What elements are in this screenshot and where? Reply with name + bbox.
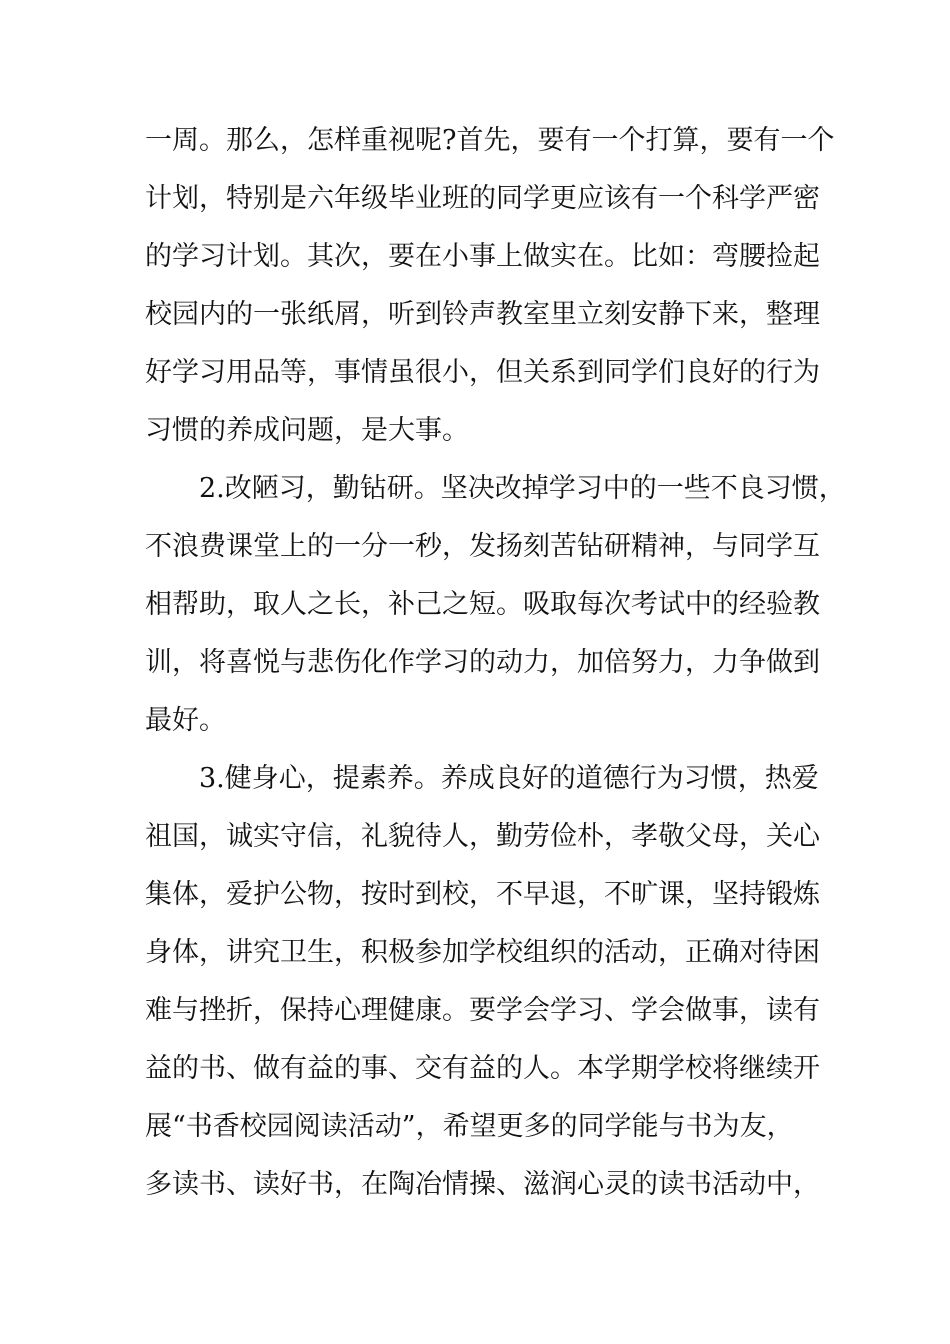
text-line: 好学习用品等，事情虽很小，但关系到同学们良好的行为 <box>145 357 820 388</box>
text-line: 祖国，诚实守信，礼貌待人，勤劳俭朴，孝敬父母，关心 <box>145 821 820 852</box>
text-line: 习惯的养成问题，是大事。 <box>145 415 469 446</box>
text-line: 相帮助，取人之长，补己之短。吸取每次考试中的经验教 <box>145 589 820 620</box>
document-body <box>145 112 846 1214</box>
text-line: 集体，爱护公物，按时到校，不早退，不旷课，坚持锻炼 <box>145 879 820 910</box>
text-line: 多读书、读好书，在陶冶情操、滋润心灵的读书活动中， <box>145 1169 820 1200</box>
text-line: 一周。那么，怎样重视呢?首先，要有一个打算，要有一个 <box>145 125 835 156</box>
text-line: 校园内的一张纸屑，听到铃声教室里立刻安静下来，整理 <box>145 299 820 330</box>
text-line: 最好。 <box>145 705 226 736</box>
text-line: 展“书香校园阅读活动”，希望更多的同学能与书为友， <box>145 1111 794 1142</box>
text-line: 益的书、做有益的事、交有益的人。本学期学校将继续开 <box>145 1053 820 1084</box>
paragraph-2-first-line: 2.改陋习，勤钻研。坚决改掉学习中的一些不良习惯， <box>199 473 846 504</box>
text-line: 的学习计划。其次，要在小事上做实在。比如：弯腰捡起 <box>145 241 820 272</box>
text-line: 计划，特别是六年级毕业班的同学更应该有一个科学严密 <box>145 183 820 214</box>
text-line: 难与挫折，保持心理健康。要学会学习、学会做事，读有 <box>145 995 820 1026</box>
text-line: 身体，讲究卫生，积极参加学校组织的活动，正确对待困 <box>145 937 820 968</box>
text-line: 不浪费课堂上的一分一秒，发扬刻苦钻研精神，与同学互 <box>145 531 820 562</box>
paragraph-3-first-line: 3.健身心，提素养。养成良好的道德行为习惯，热爱 <box>199 763 819 794</box>
text-line: 训，将喜悦与悲伤化作学习的动力，加倍努力，力争做到 <box>145 647 820 678</box>
